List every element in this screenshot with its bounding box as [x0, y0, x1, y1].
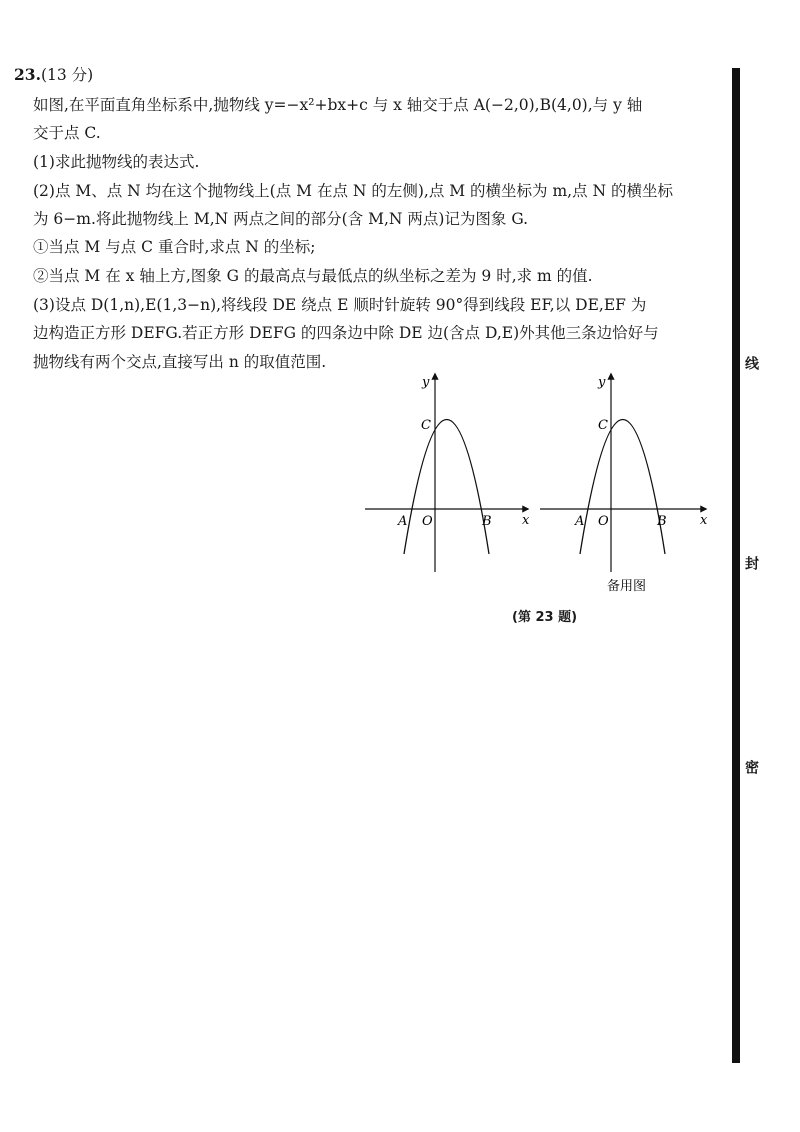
binding-line [732, 68, 740, 1063]
part-3-line-2: 边构造正方形 DEFG.若正方形 DEFG 的四条边中除 DE 边(含点 D,E)外其他三条边恰好与 [33, 324, 659, 342]
figure-caption: (第 23 题) [512, 610, 578, 625]
x-axis-label: x [522, 513, 530, 528]
part-3-line-3: 抛物线有两个交点,直接写出 n 的取值范围. [33, 353, 327, 371]
origin-label: O [598, 514, 609, 529]
part-3-line-1: (3)设点 D(1,n),E(1,3−n),将线段 DE 绕点 E 顺时针旋转 90°得到线段 EF,以 DE,EF 为 [33, 296, 647, 314]
binding-char-1: 线 [743, 356, 759, 370]
point-a-label: A [398, 514, 408, 529]
figure-left [365, 374, 530, 572]
binding-char-3: 密 [743, 760, 759, 774]
point-a-label: A [575, 514, 585, 529]
question-header [14, 64, 93, 86]
point-b-label: B [657, 514, 667, 529]
point-c-label: C [598, 418, 608, 433]
part-2-line-1: (2)点 M、点 N 均在这个抛物线上(点 M 在点 N 的左侧),点 M 的横坐标为 m,点 N 的横坐标 [33, 182, 674, 200]
y-axis-label: y [422, 375, 430, 390]
point-c-label: C [421, 418, 431, 433]
stem-line-2: 交于点 C. [33, 124, 101, 142]
point-b-label: B [482, 514, 492, 529]
y-axis-label: y [598, 375, 606, 390]
part-2-sub-1: ①当点 M 与点 C 重合时,求点 N 的坐标; [33, 238, 316, 256]
origin-label: O [422, 514, 433, 529]
question-points: (13 分) [40, 66, 94, 84]
x-axis-label: x [700, 513, 708, 528]
parabola-curve [404, 420, 489, 555]
figure-area [360, 368, 720, 593]
figure-subtitle: 备用图 [607, 579, 647, 593]
figure-right [540, 374, 708, 593]
part-2-line-2: 为 6−m.将此抛物线上 M,N 两点之间的部分(含 M,N 两点)记为图象 G. [33, 210, 529, 228]
part-1: (1)求此抛物线的表达式. [33, 153, 200, 171]
part-2-sub-2: ②当点 M 在 x 轴上方,图象 G 的最高点与最低点的纵坐标之差为 9 时,求 m 的值. [33, 267, 593, 285]
binding-char-2: 封 [743, 556, 759, 570]
question-number: 23. [14, 65, 41, 84]
stem-line-1: 如图,在平面直角坐标系中,抛物线 y=−x²+bx+c 与 x 轴交于点 A(−2,0),B(4,0),与 y 轴 [33, 96, 643, 114]
parabola-curve [580, 420, 665, 555]
